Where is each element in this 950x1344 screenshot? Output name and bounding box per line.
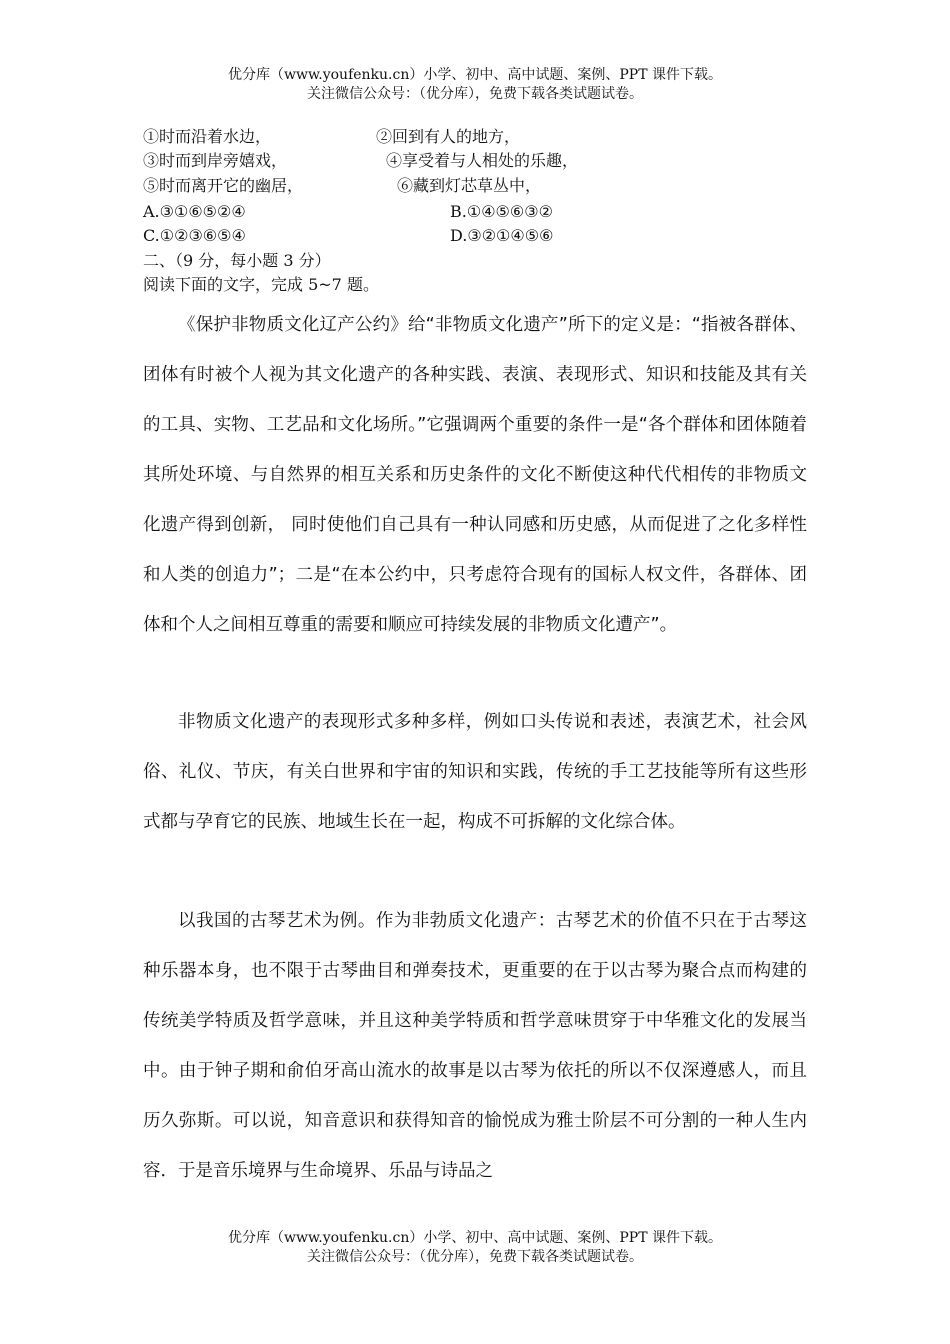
passage-paragraph-1: 《保护非物质文化辽产公约》给“非物质文化遗产”所下的定义是：“指被各群体、团体有时被个人视为其文化遗产的各种实践、表演、表现形式、知识和技能及其有关的工具、实物、工艺品和文化场所。”它强调两个重要的条件一是“各个群体和团体随着其所处环境、与自然界的相互关系和历史条件的文化不断使这种代代相传的非物质文化遗产得到创新， 同时使他们自己具有一种认同感和历史感，从而促进了之化多样性和人类的创追力”；二是“在本公约中，只考虑符合现有的国标人权文件，各群体、团体和个人之间相互尊重的需要和顺应可持续发展的非物质文化遭产”。 xyxy=(143,315,807,635)
passage-paragraph-2: 非物质文化遗产的表现形式多种多样，例如口头传说和表述，表演艺术，社会风俗、礼仪、节庆，有关白世界和宇宙的知识和实践，传统的手工艺技能等所有这些形式都与孕育它的民族、地域生长在一起，构成不可拆解的文化综合体。 xyxy=(143,712,807,832)
option-c: C.①②③⑥⑤④ xyxy=(143,226,246,245)
header-line-1: 优分库（www.youfenku.cn）小学、初中、高中试题、案例、PPT 课件下载。 xyxy=(227,67,722,83)
page-footer xyxy=(0,1229,950,1267)
sentence-item-5: ⑤时而离开它的幽居， xyxy=(143,176,304,195)
passage-paragraph-3: 以我国的古琴艺术为例。作为非勃质文化遗产：古琴艺术的价值不只在于古琴这种乐器本身，也不限于古琴曲目和弹奏技术，更重要的在于以古琴为聚合点而构建的传统美学特质及哲学意味，并且这种美学特质和哲学意味贯穿于中华雅文化的发展当中。由于钟子期和俞伯牙高山流水的故事是以古琴为依托的所以不仅深遵感人，而且历久弥斯。可以说，知音意识和获得知音的愉悦成为雅士阶层不可分割的一种人生内容．于是音乐境界与生命境界、乐品与诗品之 xyxy=(143,911,807,1181)
sentence-item-6: ⑥藏到灯芯草丛中， xyxy=(397,176,542,195)
option-d: D.③②①④⑤⑥ xyxy=(450,226,554,245)
sentence-item-4: ④享受着与人相处的乐趣， xyxy=(386,151,579,170)
option-a: A.③①⑥⑤②④ xyxy=(143,202,246,221)
page-header xyxy=(0,66,950,104)
footer-line-1: 优分库（www.youfenku.cn）小学、初中、高中试题、案例、PPT 课件下载。 xyxy=(227,1230,722,1246)
sentence-item-3: ③时而到岸旁嬉戏， xyxy=(143,151,288,170)
header-line-2: 关注微信公众号：（优分库），免费下载各类试题试卷。 xyxy=(307,86,643,102)
sentence-item-1: ①时而沿着水边， xyxy=(143,127,272,146)
sentence-item-2: ②回到有人的地方， xyxy=(376,127,521,146)
section-heading: 二、（9 分，每小题 3 分） xyxy=(143,251,331,270)
footer-line-2: 关注微信公众号：（优分库），免费下载各类试题试卷。 xyxy=(307,1249,643,1265)
option-b: B.①④⑤⑥③② xyxy=(450,202,553,221)
section-instruction: 阅读下面的文字，完成 5~7 题。 xyxy=(143,275,379,294)
